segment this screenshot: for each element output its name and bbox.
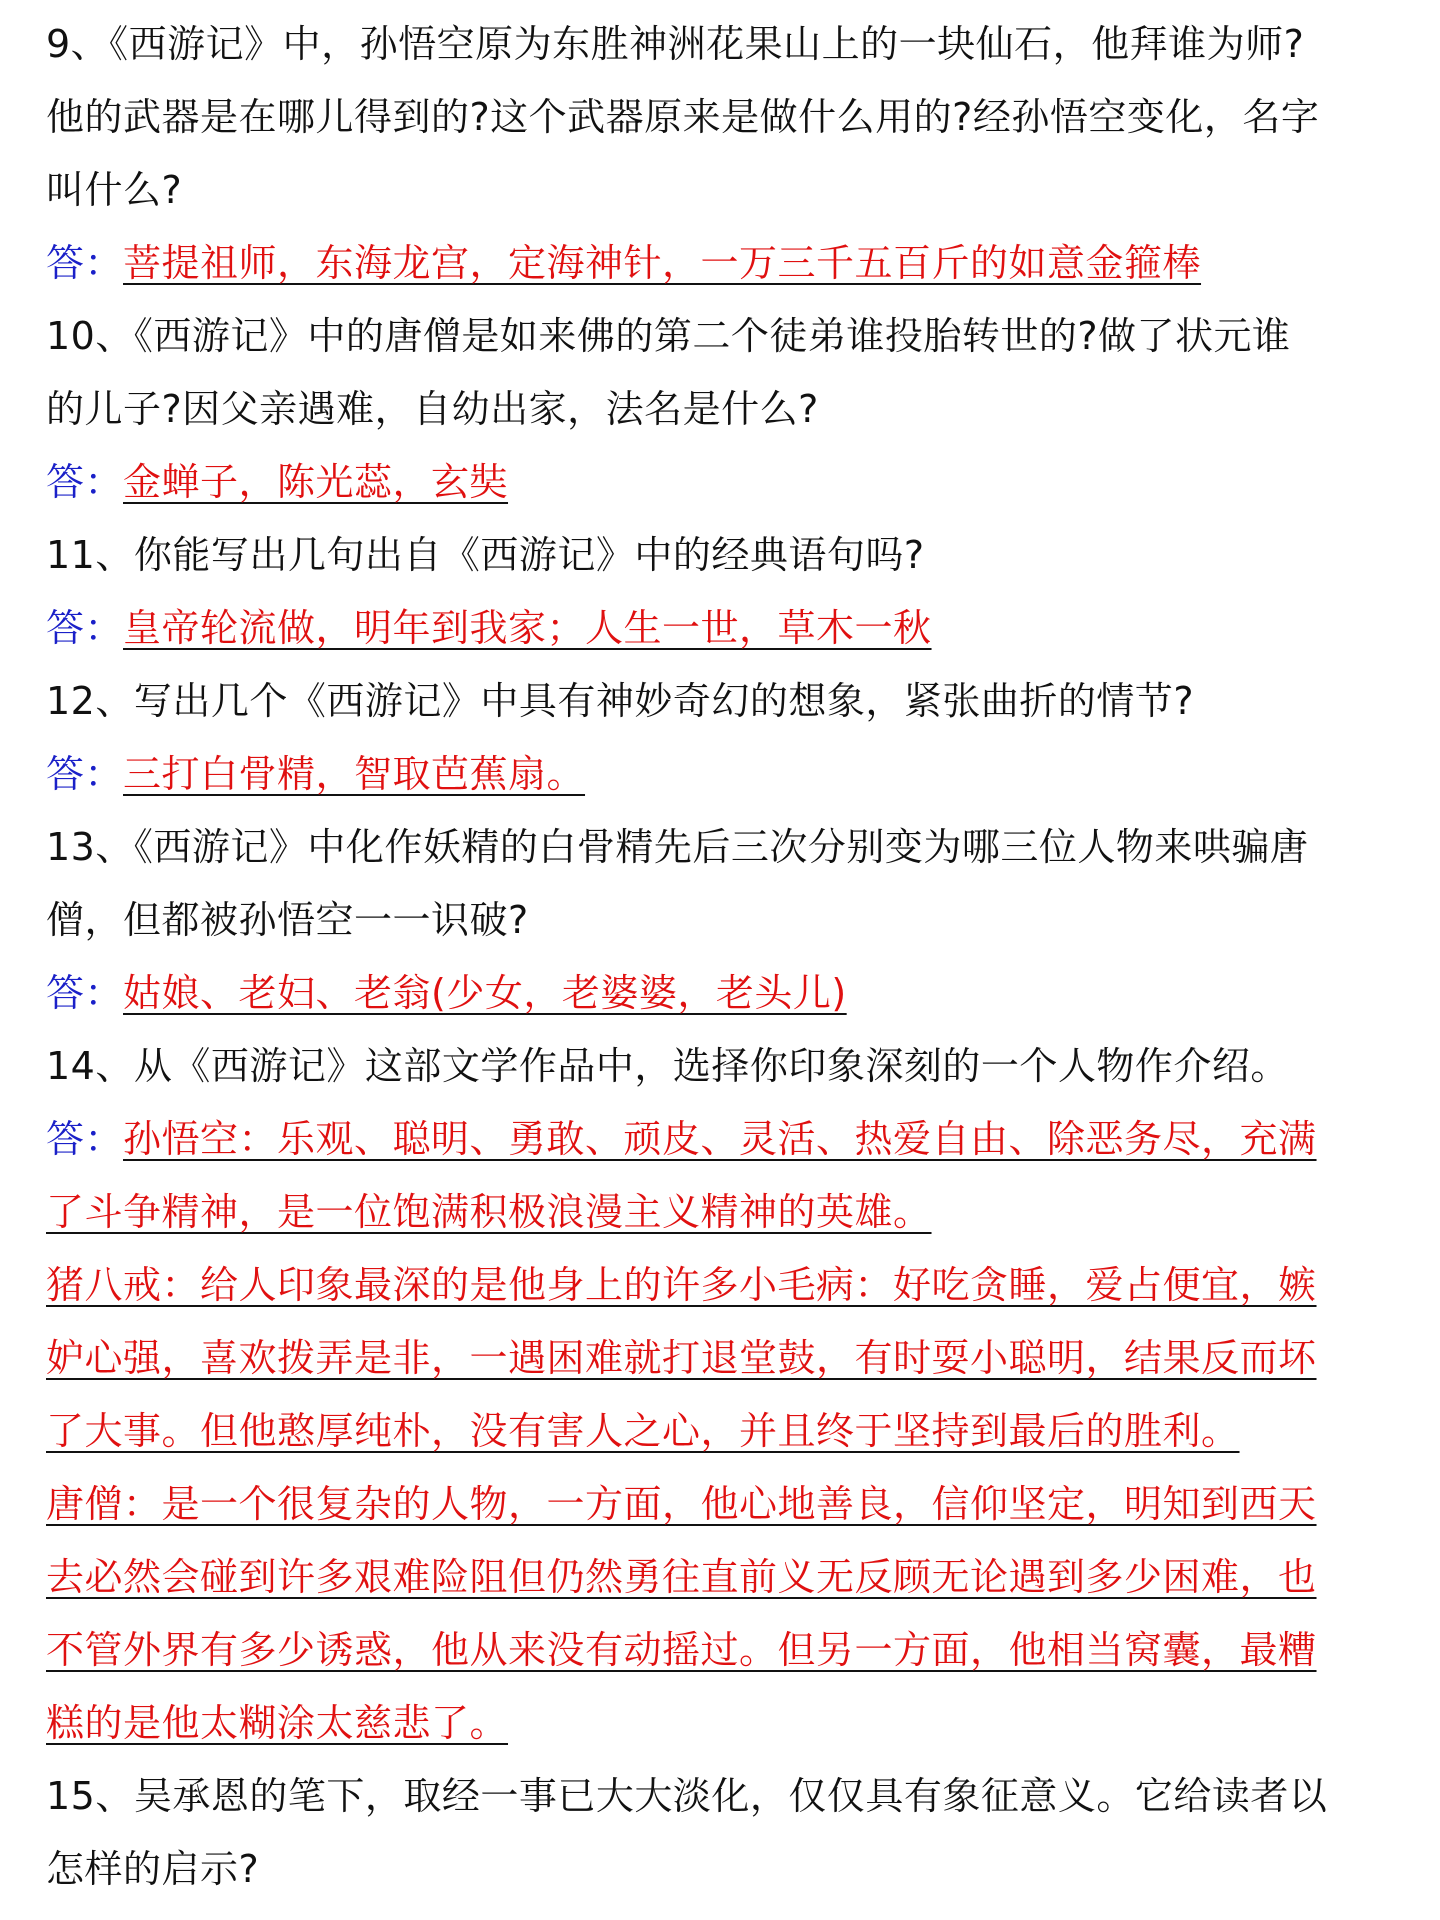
question-line: 9、《西游记》中，孙悟空原为东胜神洲花果山上的一块仙石，他拜谁为师?	[46, 22, 1305, 66]
answer-line	[46, 227, 1404, 300]
answer-label: 答：	[46, 1117, 124, 1161]
answer-text: 菩提祖师，东海龙宫，定海神针，一万三千五百斤的如意金箍棒	[123, 241, 1202, 285]
answer-line	[46, 446, 1404, 519]
question-line: 怎样的启示?	[46, 1847, 260, 1891]
answer-line	[46, 1103, 1404, 1176]
question-line: 14、从《西游记》这部文学作品中，选择你印象深刻的一个人物作介绍。	[46, 1044, 1289, 1088]
answer-text: 皇帝轮流做，明年到我家；人生一世，草木一秋	[123, 606, 932, 650]
answer-line	[46, 738, 1404, 811]
question-line: 13、《西游记》中化作妖精的白骨精先后三次分别变为哪三位人物来哄骗唐	[46, 825, 1309, 869]
answer-line	[46, 592, 1404, 665]
answer-text: 金蝉子，陈光蕊，玄奘	[123, 460, 509, 504]
question-line: 的儿子?因父亲遇难，自幼出家，法名是什么?	[46, 387, 819, 431]
question-line: 僧，但都被孙悟空一一识破?	[46, 898, 529, 942]
question-line: 15、吴承恩的笔下，取经一事已大大淡化，仅仅具有象征意义。它给读者以	[46, 1774, 1328, 1818]
question-line: 叫什么?	[46, 168, 183, 212]
answer-label: 答：	[46, 971, 124, 1015]
question-line: 12、写出几个《西游记》中具有神妙奇幻的想象，紧张曲折的情节?	[46, 679, 1195, 723]
answer-label: 答：	[46, 460, 124, 504]
answer-continuation: 了大事。但他憨厚纯朴，没有害人之心，并且终于坚持到最后的胜利。	[46, 1409, 1240, 1453]
answer-continuation: 糕的是他太糊涂太慈悲了。	[46, 1701, 509, 1745]
answer-label: 答：	[46, 752, 124, 796]
answer-line	[46, 957, 1404, 1030]
answer-label: 答：	[46, 241, 124, 285]
answer-text: 孙悟空：乐观、聪明、勇敢、顽皮、灵活、热爱自由、除恶务尽，充满	[123, 1117, 1317, 1161]
answer-text: 三打白骨精，智取芭蕉扇。	[123, 752, 586, 796]
question-line: 11、你能写出几句出自《西游记》中的经典语句吗?	[46, 533, 925, 577]
answer-text: 姑娘、老妇、老翁(少女，老婆婆，老头儿)	[123, 971, 847, 1015]
question-line: 他的武器是在哪儿得到的?这个武器原来是做什么用的?经孙悟空变化，名字	[46, 95, 1320, 139]
answer-continuation: 不管外界有多少诱惑，他从来没有动摇过。但另一方面，他相当窝囊，最糟	[46, 1628, 1317, 1672]
question-line: 10、《西游记》中的唐僧是如来佛的第二个徒弟谁投胎转世的?做了状元谁	[46, 314, 1291, 358]
answer-continuation: 了斗争精神，是一位饱满积极浪漫主义精神的英雄。	[46, 1190, 932, 1234]
answer-continuation: 去必然会碰到许多艰难险阻但仍然勇往直前义无反顾无论遇到多少困难，也	[46, 1555, 1317, 1599]
answer-continuation: 妒心强，喜欢拨弄是非，一遇困难就打退堂鼓，有时耍小聪明，结果反而坏	[46, 1336, 1317, 1380]
answer-label: 答：	[46, 606, 124, 650]
answer-continuation: 猪八戒：给人印象最深的是他身上的许多小毛病：好吃贪睡，爱占便宜，嫉	[46, 1263, 1317, 1307]
answer-continuation: 唐僧：是一个很复杂的人物，一方面，他心地善良，信仰坚定，明知到西天	[46, 1482, 1317, 1526]
